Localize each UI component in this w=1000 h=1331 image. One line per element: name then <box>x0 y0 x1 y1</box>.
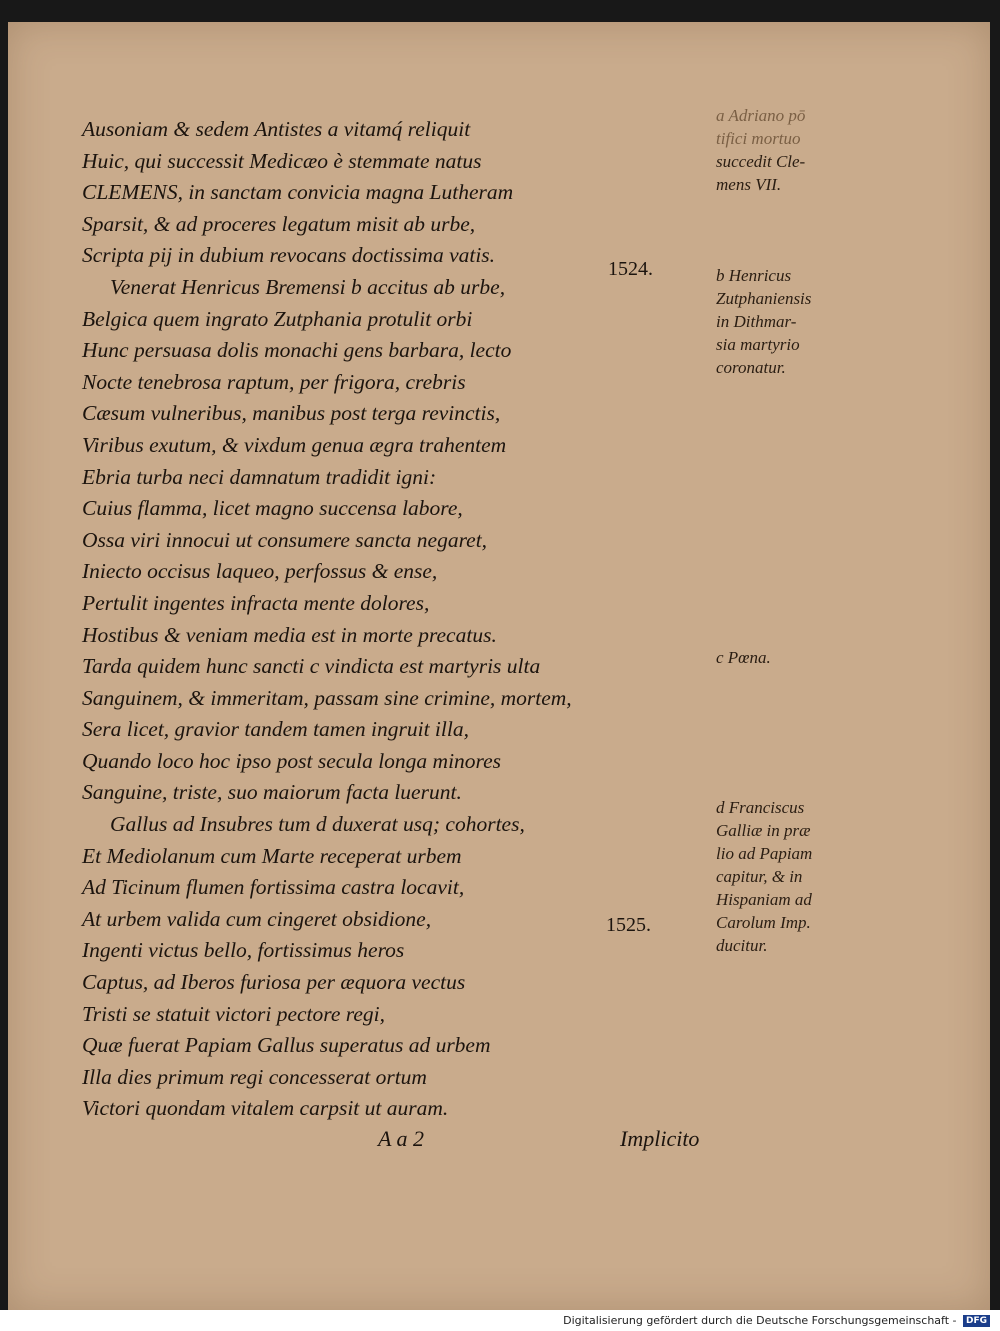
digitization-credit <box>563 1314 990 1327</box>
credit-text: Digitalisierung gefördert durch die Deutsche Forschungsgemeinschaft - <box>563 1314 957 1327</box>
verse-line: Scripta pij in dubium revocans doctissima vatis. <box>82 243 496 268</box>
verse-line: Huic, qui successit Medicæo è stemmate natus <box>82 148 482 173</box>
margin-note-b <box>716 264 856 379</box>
verse-line: Nocte tenebrosa raptum, per frigora, crebris <box>82 369 466 394</box>
verse-line: Captus, ad Iberos furiosa per æquora vectus <box>82 970 466 995</box>
note-line: Hispaniam ad <box>716 890 812 909</box>
verse-line: Et Mediolanum cum Marte receperat urbem <box>82 843 462 868</box>
note-line: mens VII. <box>716 175 782 194</box>
verse-line: Cæsum vulneribus, manibus post terga revinctis, <box>82 401 501 426</box>
verse-block <box>82 114 642 1125</box>
note-line: ducitur. <box>716 936 768 955</box>
verse-line: Tristi se statuit victori pectore regi, <box>82 1001 385 1026</box>
verse-line: Sera licet, gravior tandem tamen ingruit illa, <box>82 717 469 742</box>
note-line: c Pœna. <box>716 648 771 667</box>
verse-line: Gallus ad Insubres tum d duxerat usq; cohortes, <box>110 812 525 837</box>
verse-line: Hunc persuasa dolis monachi gens barbara, lecto <box>82 338 512 363</box>
note-line: coronatur. <box>716 358 786 377</box>
note-line: Galliæ in præ <box>716 821 811 840</box>
verse-line: Sanguine, triste, suo maiorum facta luerunt. <box>82 780 462 805</box>
note-line: capitur, & in <box>716 867 803 886</box>
note-line: b Henricus <box>716 266 792 285</box>
verse-line: Ausoniam & sedem Antistes a vitamq́ reliquit <box>82 117 471 141</box>
note-line: sia martyrio <box>716 335 800 354</box>
margin-note-c <box>716 646 856 669</box>
verse-line: Iniecto occisus laqueo, perfossus & ense, <box>82 559 438 584</box>
verse-line: CLEMENS, in sanctam convicia magna Lutheram <box>82 180 514 205</box>
note-line: Carolum Imp. <box>716 913 811 932</box>
margin-note-a <box>716 104 856 196</box>
note-line: a Adriano pō <box>716 106 806 125</box>
catchword: Implicito <box>620 1126 700 1151</box>
verse-line: Ossa viri innocui ut consumere sancta negaret, <box>82 527 488 552</box>
verse-line: Tarda quidem hunc sancti c vindicta est martyris ulta <box>82 654 541 679</box>
verse-line: Sanguinem, & immeritam, passam sine crimine, mortem, <box>82 685 572 710</box>
signature-mark: A a 2 <box>378 1126 425 1151</box>
verse-line: Ad Ticinum flumen fortissima castra locavit, <box>82 875 465 900</box>
verse-line: Cuius flamma, licet magno succensa labore, <box>82 496 463 521</box>
verse-line: Victori quondam vitalem carpsit ut auram. <box>82 1096 449 1121</box>
verse-line: Ebria turba neci damnatum tradidit igni: <box>82 464 437 489</box>
verse-line: Illa dies primum regi concesserat ortum <box>82 1064 427 1089</box>
verse-line: Hostibus & veniam media est in morte precatus. <box>82 622 497 647</box>
year-1524: 1524. <box>608 258 653 280</box>
book-page <box>8 22 990 1310</box>
verse-line: Quando loco hoc ipso post secula longa minores <box>82 748 502 773</box>
margin-note-d <box>716 796 856 957</box>
verse-line: Sparsit, & ad proceres legatum misit ab urbe, <box>82 211 476 236</box>
verse-line: Belgica quem ingrato Zutphania protulit orbi <box>82 306 473 331</box>
verse-line: Ingenti victus bello, fortissimus heros <box>82 938 405 963</box>
verse-line: Venerat Henricus Bremensi b accitus ab urbe, <box>110 274 506 299</box>
note-line: succedit Cle- <box>716 152 806 171</box>
note-line: lio ad Papiam <box>716 844 813 863</box>
note-line: d Franciscus <box>716 798 805 817</box>
note-line: tifici mortuo <box>716 129 801 148</box>
verse-line: Pertulit ingentes infracta mente dolores, <box>82 590 430 615</box>
dfg-logo-icon: DFG <box>963 1315 990 1327</box>
verse-line: At urbem valida cum cingeret obsidione, <box>82 906 432 931</box>
note-line: Zutphaniensis <box>716 289 812 308</box>
verse-line: Viribus exutum, & vixdum genua ægra trahentem <box>82 432 507 457</box>
verse-line: Quæ fuerat Papiam Gallus superatus ad urbem <box>82 1033 491 1058</box>
year-1525: 1525. <box>606 914 651 936</box>
note-line: in Dithmar- <box>716 312 797 331</box>
